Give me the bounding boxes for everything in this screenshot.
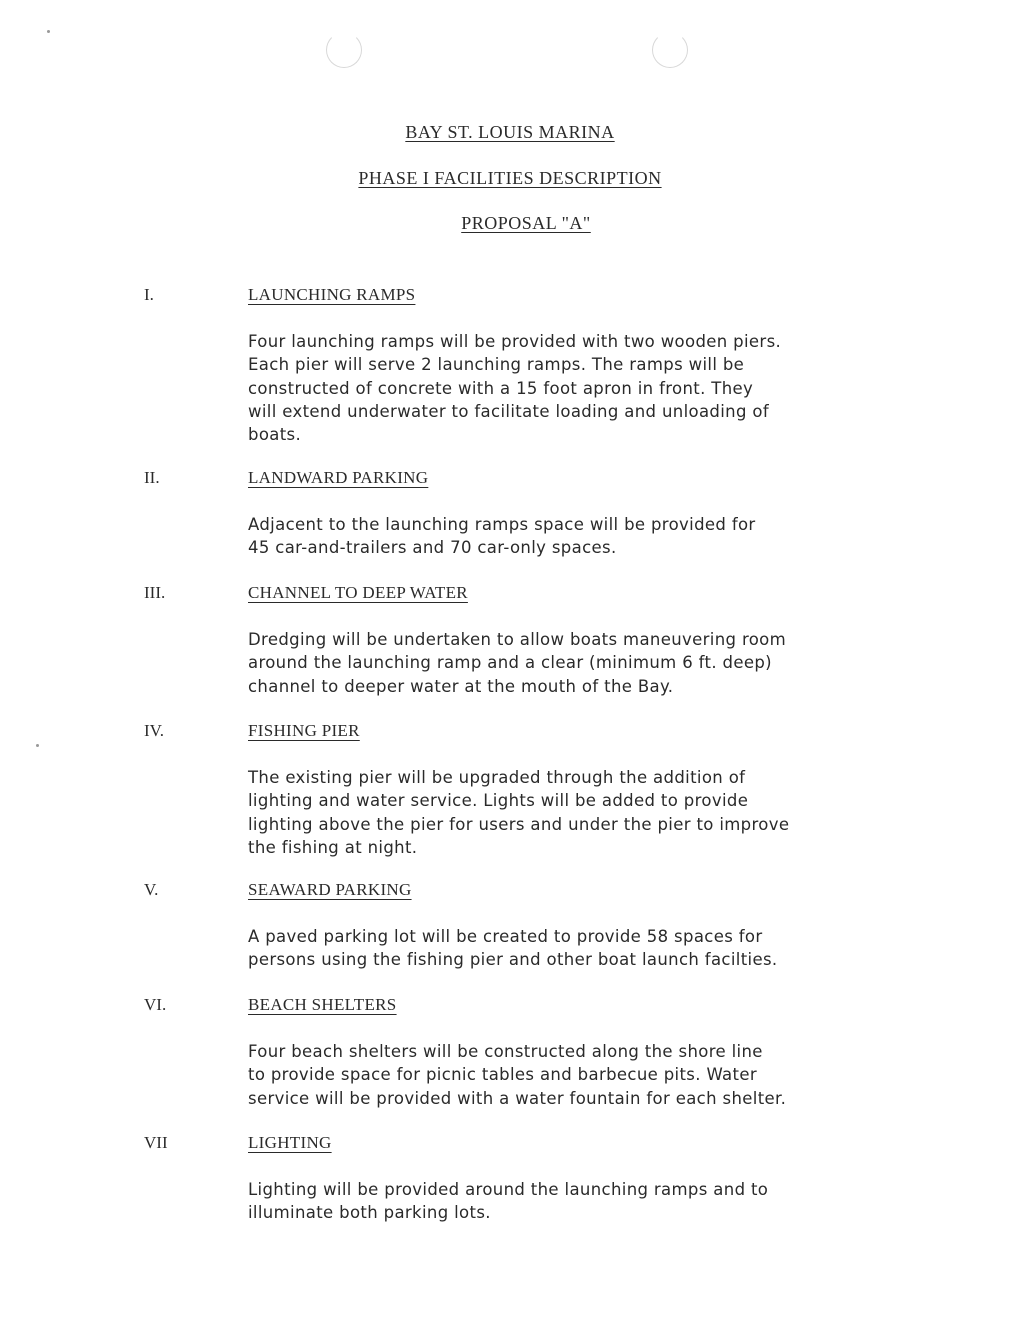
section-title: LAUNCHING RAMPS bbox=[248, 285, 416, 304]
section-body bbox=[248, 925, 888, 972]
body-line: lighting above the pier for users and under the pier to improve bbox=[248, 814, 790, 834]
punch-hole-right bbox=[652, 32, 688, 68]
body-line: channel to deeper water at the mouth of the Bay. bbox=[248, 676, 674, 696]
scan-speck bbox=[47, 30, 50, 33]
body-line: persons using the fishing pier and other boat launch facilties. bbox=[248, 950, 778, 970]
body-line: Adjacent to the launching ramps space will be provided for bbox=[248, 515, 756, 534]
section-body bbox=[248, 1040, 888, 1110]
section-numeral: VII bbox=[144, 1133, 168, 1152]
body-line: illuminate both parking lots. bbox=[248, 1203, 491, 1223]
section-title: CHANNEL TO DEEP WATER bbox=[248, 583, 468, 602]
section-body bbox=[248, 628, 888, 698]
section-numeral: I. bbox=[144, 285, 154, 304]
section-title: SEAWARD PARKING bbox=[248, 880, 412, 899]
section-title: LIGHTING bbox=[248, 1133, 332, 1152]
section-body bbox=[248, 1178, 888, 1225]
body-line: The existing pier will be upgraded through the addition of bbox=[248, 768, 746, 787]
section-body bbox=[248, 330, 888, 446]
body-line: around the launching ramp and a clear (minimum 6 ft. deep) bbox=[248, 653, 772, 673]
document-title bbox=[0, 122, 1020, 143]
proposal-label bbox=[0, 213, 1020, 234]
section-numeral: V. bbox=[144, 880, 159, 899]
section-body bbox=[248, 766, 888, 859]
section-title: FISHING PIER bbox=[248, 721, 360, 740]
body-line: will extend underwater to facilitate loading and unloading of bbox=[248, 401, 769, 421]
body-line: to provide space for picnic tables and barbecue pits. Water bbox=[248, 1065, 757, 1085]
document-subtitle-text: PHASE I FACILITIES DESCRIPTION bbox=[358, 168, 662, 188]
body-line: Each pier will serve 2 launching ramps. The ramps will be bbox=[248, 355, 745, 375]
body-line: Four beach shelters will be constructed along the shore line bbox=[248, 1042, 763, 1061]
section-body bbox=[248, 513, 888, 560]
punch-hole-left bbox=[326, 32, 362, 68]
document-subtitle bbox=[0, 168, 1020, 189]
section-numeral: IV. bbox=[144, 721, 164, 740]
section-numeral: II. bbox=[144, 468, 160, 487]
body-line: Four launching ramps will be provided with two wooden piers. bbox=[248, 332, 782, 351]
body-line: service will be provided with a water fountain for each shelter. bbox=[248, 1088, 787, 1108]
body-line: 45 car-and-trailers and 70 car-only spaces. bbox=[248, 538, 617, 558]
body-line: A paved parking lot will be created to provide 58 spaces for bbox=[248, 927, 763, 946]
section-title: LANDWARD PARKING bbox=[248, 468, 429, 487]
document-title-text: BAY ST. LOUIS MARINA bbox=[405, 122, 615, 142]
section-title: BEACH SHELTERS bbox=[248, 995, 397, 1014]
proposal-label-text: PROPOSAL "A" bbox=[461, 213, 591, 233]
scan-speck bbox=[36, 744, 39, 747]
body-line: boats. bbox=[248, 425, 302, 445]
section-numeral: III. bbox=[144, 583, 166, 602]
body-line: Lighting will be provided around the launching ramps and to bbox=[248, 1180, 769, 1199]
body-line: lighting and water service. Lights will be added to provide bbox=[248, 791, 749, 811]
section-numeral: VI. bbox=[144, 995, 167, 1014]
body-line: constructed of concrete with a 15 foot apron in front. They bbox=[248, 378, 754, 398]
body-line: the fishing at night. bbox=[248, 837, 418, 857]
body-line: Dredging will be undertaken to allow boats maneuvering room bbox=[248, 630, 787, 649]
